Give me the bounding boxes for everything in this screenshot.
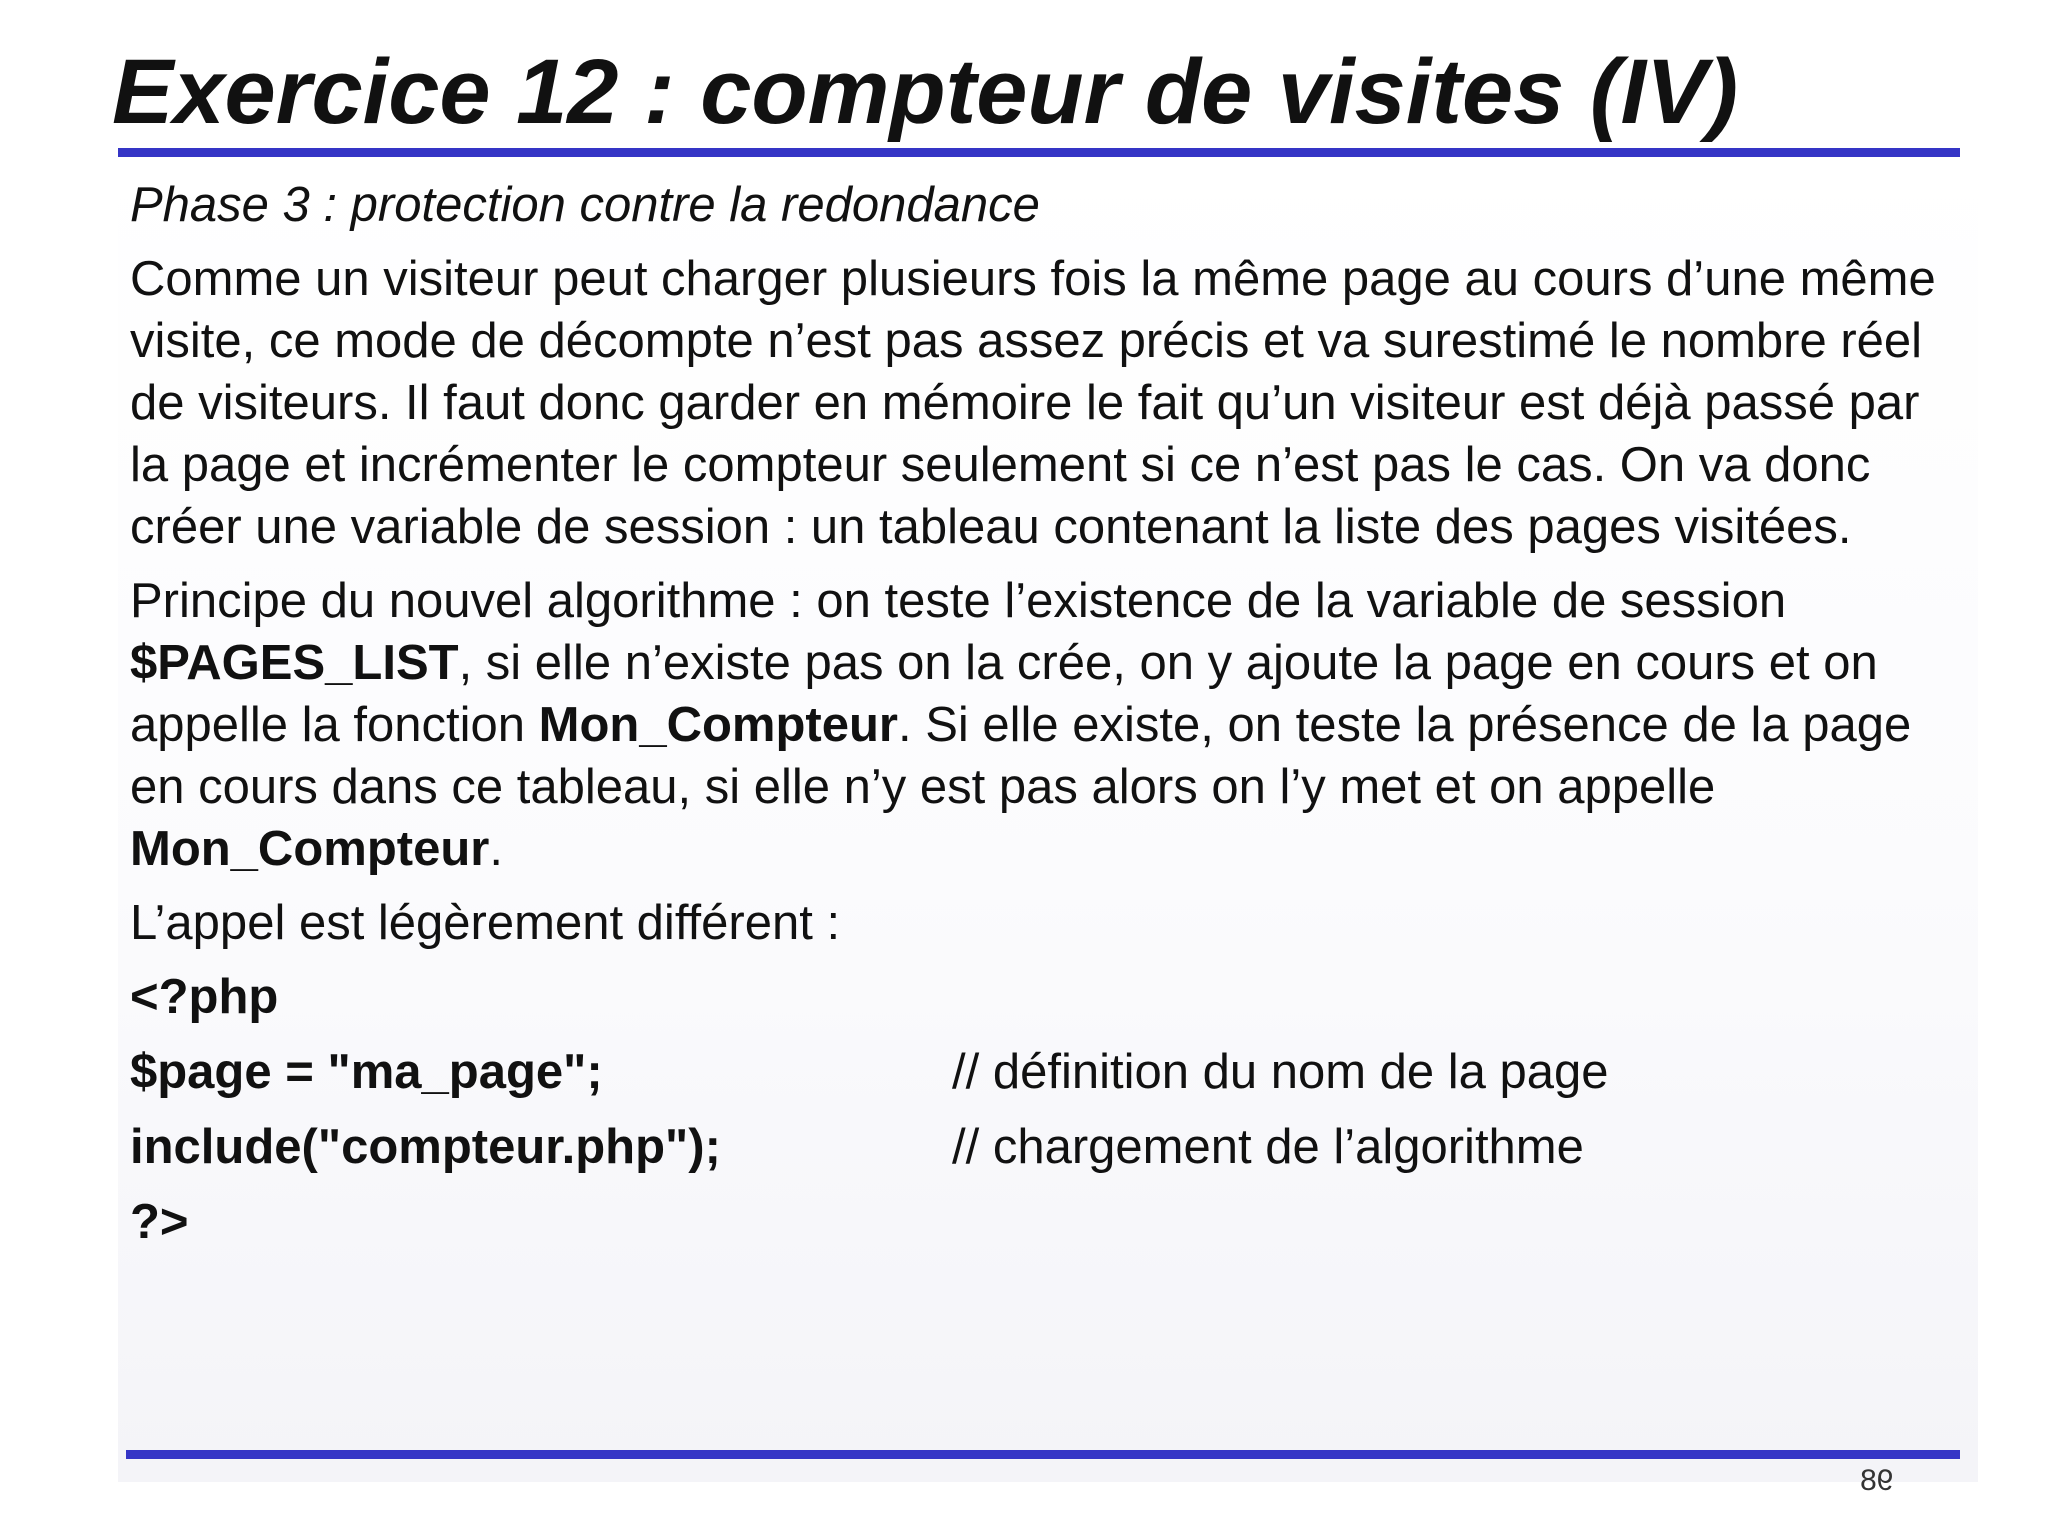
principle-end: . xyxy=(489,822,503,876)
principle-part-three: . Si elle existe, on teste la présence de la page en cours dans ce tableau, si elle n’y est pas alors on l’y met et on appelle xyxy=(130,698,1912,814)
algorithm-principle xyxy=(130,570,1950,880)
mon-compteur-function-second: Mon_Compteur xyxy=(130,822,490,876)
php-close-tag: ?> xyxy=(130,1195,189,1249)
footer-divider xyxy=(126,1450,1960,1459)
slide-content xyxy=(130,174,1950,1266)
include-statement: include("compteur.php"); xyxy=(130,1120,721,1174)
title-divider xyxy=(118,148,1960,157)
pages-list-variable: $PAGES_LIST xyxy=(130,636,459,690)
mon-compteur-function: Mon_Compteur xyxy=(538,698,898,752)
code-line-close-php xyxy=(130,1191,1950,1253)
code-line-include xyxy=(130,1116,1950,1178)
page-name-comment: // définition du nom de la page xyxy=(952,1045,1609,1099)
algorithm-loading-comment: // chargement de l’algorithme xyxy=(952,1120,1584,1174)
php-open-tag: <?php xyxy=(130,970,279,1024)
slide-title: Exercice 12 : compteur de visites (IV) xyxy=(112,41,1739,143)
page-number: 98 xyxy=(1860,1464,1894,1497)
redundancy-explanation: Comme un visiteur peut charger plusieurs fois la même page au cours d’une même visite, ce mode de décompte n’est pas assez précis et va surestimé le nombre réel de visiteurs. Il faut donc garder en mémoire le fait qu’un visiteur est déjà passé par la page et incrémenter le compteur seulement si ce n’est pas le cas. On va donc créer une variable de session : un tableau contenant la liste des pages visitées. xyxy=(130,252,1936,554)
page-assignment: $page = "ma_page"; xyxy=(130,1045,603,1099)
principle-intro: Principe du nouvel algorithme : on teste l’existence de la variable de session xyxy=(130,574,1787,628)
call-intro: L’appel est légèrement différent : xyxy=(130,896,841,950)
code-line-open-php xyxy=(130,966,1950,1028)
principle-part-two: , si elle n’existe pas on la crée, on y ajoute la page en cours et on appelle la fonction xyxy=(130,636,1878,752)
code-line-page-variable xyxy=(130,1041,1950,1103)
phase-subtitle: Phase 3 : protection contre la redondance xyxy=(130,178,1040,232)
